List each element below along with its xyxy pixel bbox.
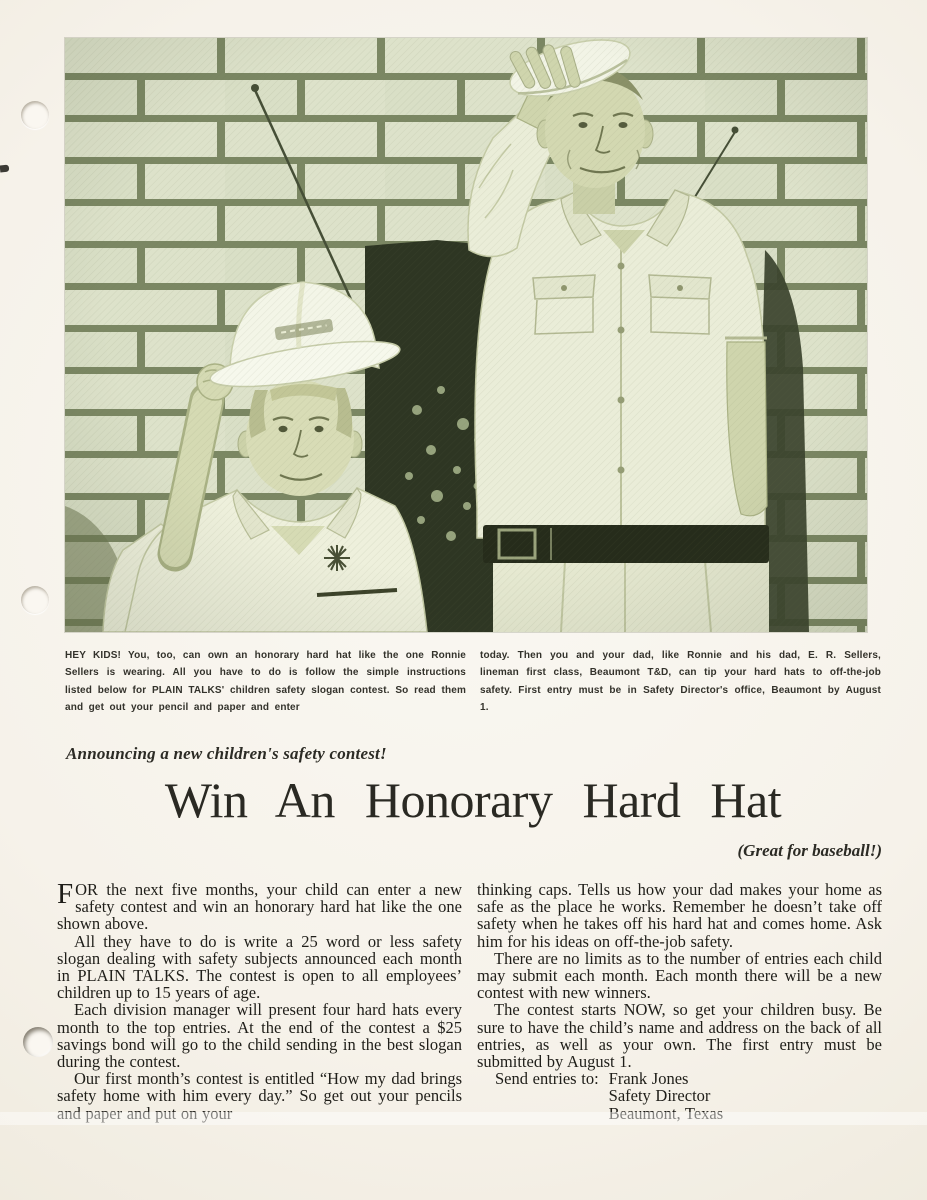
body-paragraph: Each division manager will present four hard hats every month to the top entries. At the end of the contest a $25 savings bond will go to the child sending in the best slogan during the contest. xyxy=(57,1000,462,1072)
body-paragraph: All they have to do is write a 25 word or less safety slogan dealing with safety subjects announced each month in PLAIN TALKS. The contest is open to all employees’ children up to 15 years of age. xyxy=(57,931,462,1003)
punch-hole-top xyxy=(21,101,49,129)
headline: Win An Honorary Hard Hat xyxy=(164,772,782,828)
body-paragraph: thinking caps. Tells us how your dad makes your home as safe as the place he works. Remember he doesn’t take off safety when he takes off his hard hat and comes home. Ask him for his ideas on off-the-job safety. xyxy=(477,880,882,951)
punch-hole-middle xyxy=(21,586,49,614)
scan-light-band xyxy=(0,1112,927,1125)
body-paragraph: FOR the next five months, your child can enter a new safety contest and win an honorary hard hat like the one shown above. xyxy=(57,878,462,934)
edge-ink-mark xyxy=(0,165,9,173)
send-entries-label: Send entries to: xyxy=(495,1069,599,1089)
address-line: Frank Jones xyxy=(608,1069,689,1089)
punch-hole-bottom xyxy=(23,1027,53,1057)
article-column-left xyxy=(57,878,462,1123)
article-column-right xyxy=(477,881,882,1122)
vignette xyxy=(65,38,867,632)
address-line: Beaumont, Texas xyxy=(608,1103,724,1123)
caption-left: HEY KIDS! You, too, can own an honorary hard hat like the one Ronnie Sellers is wearing. All you have to do is follow the simple instructions listed below for PLAIN TALKS' children safety slogan contest. So read them and get out your pencil and paper and enter xyxy=(65,650,466,714)
photo-captions xyxy=(65,647,881,717)
body-paragraph: There are no limits as to the number of entries each child may submit each month. Each month there will be a new contest with new winners. xyxy=(477,948,882,1003)
tagline: (Great for baseball!) xyxy=(737,841,882,860)
caption-right: today. Then you and your dad, like Ronnie and his dad, E. R. Sellers, lineman first class, Beaumont T&D, can tip your hard hats to off-the-job safety. First entry must be in Safety Director's office, Beaumont by August 1. xyxy=(480,650,881,714)
photo-illustration xyxy=(65,38,867,632)
address-line: Safety Director xyxy=(608,1086,711,1106)
body-paragraph: The contest starts NOW, so get your children busy. Be sure to have the child’s name and address on the back of all entries, as well as your own. The first entry must be submitted by August 1. xyxy=(477,1000,882,1072)
article-body xyxy=(57,878,883,1123)
photo-hard-hat-father-son xyxy=(65,38,867,632)
announcement-kicker: Announcing a new children's safety contest! xyxy=(66,744,387,763)
drop-cap: F xyxy=(57,878,74,910)
body-paragraph: Our first month’s contest is entitled “How my dad brings safety home with him every day.” So get out your pencils and paper and put on your xyxy=(57,1069,462,1123)
